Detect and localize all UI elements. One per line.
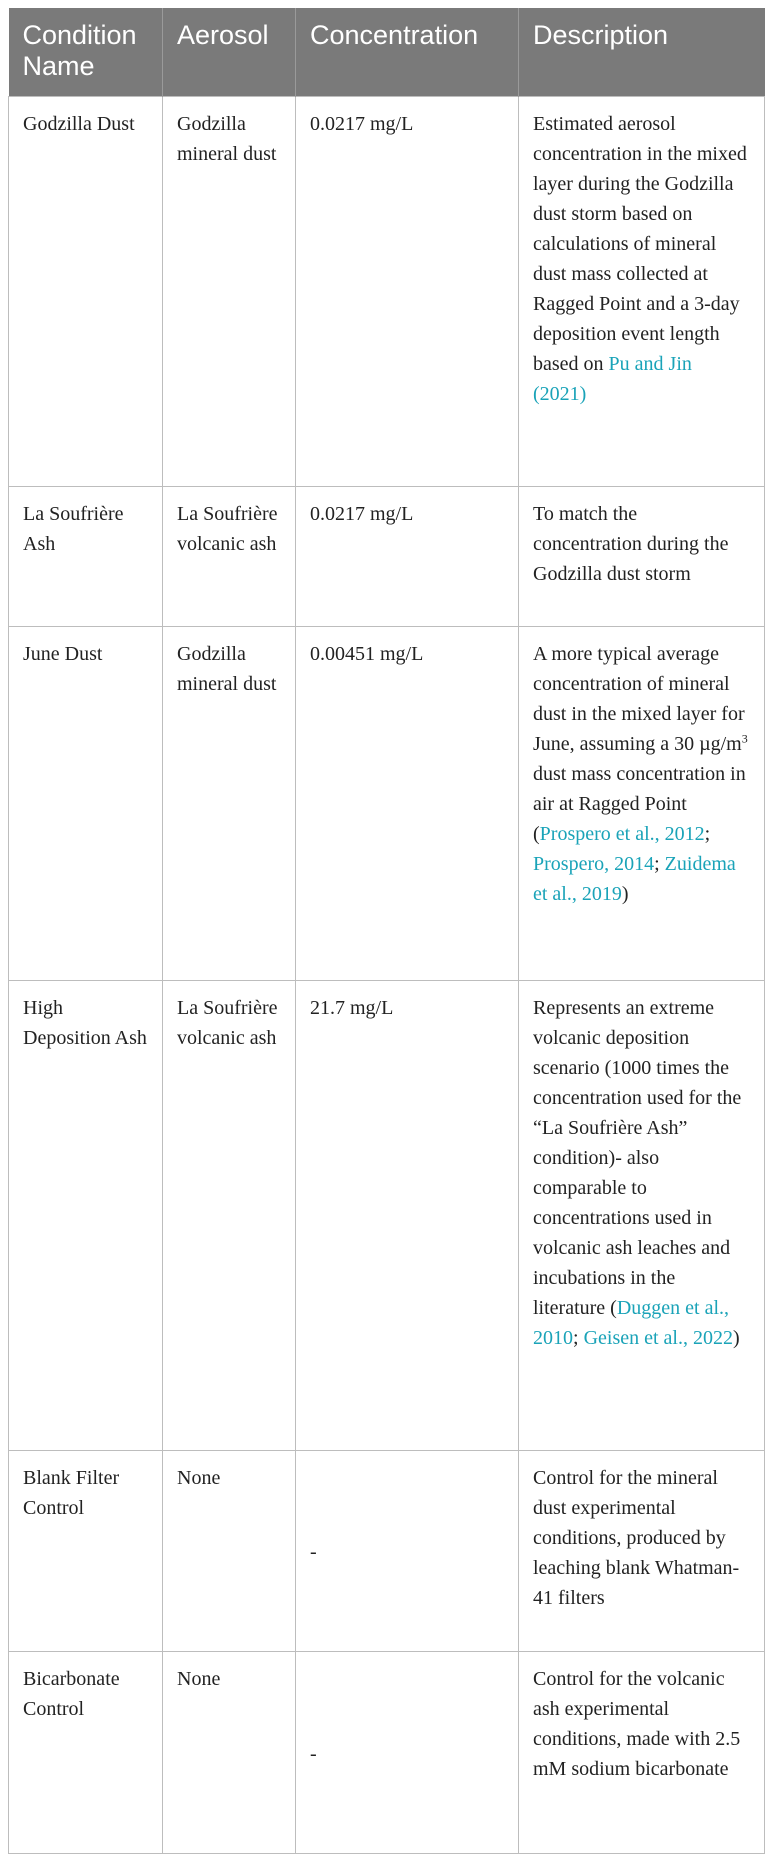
citation-link[interactable]: Duggen et al., 2010 [533,1297,730,1349]
description-cell [519,981,765,1451]
aerosol-cell: La Soufrière volcanic ash [163,487,296,627]
table-header-row [9,8,765,97]
description-text: To match the concentration during the Godzilla dust storm [533,503,729,585]
header-concentration: Concentration [296,8,519,97]
table-row [9,97,765,487]
description-text: dust mass concentration in air at Ragged Point ( [533,763,746,845]
condition-cell: High Deposition Ash [9,981,163,1451]
table-row [9,487,765,627]
aerosol-cell: None [163,1652,296,1854]
description-cell [519,487,765,627]
table-row [9,981,765,1451]
citation-link[interactable]: Prospero, 2014 [533,853,655,875]
aerosol-cell: Godzilla mineral dust [163,627,296,981]
concentration-cell: 0.0217 mg/L [296,97,519,487]
citation-link[interactable]: Prospero et al., 2012 [539,823,705,845]
table-row [9,627,765,981]
description-cell [519,1652,765,1854]
citation-link[interactable]: Geisen et al., 2022 [583,1327,733,1349]
description-text: Estimated aerosol concentration in the mixed layer during the Godzilla dust storm based on calculations of mineral dust mass collected at Ragged Point and a 3-day deposition event length based on [533,113,747,375]
description-text: A more typical average concentration of mineral dust in the mixed layer for June, assuming a 30 µg/m [533,643,745,755]
header-aerosol: Aerosol [163,8,296,97]
header-condition-name: Condition Name [9,8,163,97]
description-text: Control for the volcanic ash experimental conditions, made with 2.5 mM sodium bicarbonate [533,1668,741,1780]
condition-cell: Bicarbonate Control [9,1652,163,1854]
aerosol-cell: None [163,1451,296,1652]
concentration-cell: 0.00451 mg/L [296,627,519,981]
table-row [9,1652,765,1854]
description-cell [519,97,765,487]
condition-cell: Godzilla Dust [9,97,163,487]
header-description: Description [519,8,765,97]
aerosol-cell: La Soufrière volcanic ash [163,981,296,1451]
concentration-cell: - [296,1451,519,1652]
concentration-cell: - [296,1652,519,1854]
citation-separator: ; [704,823,711,845]
description-cell [519,627,765,981]
condition-cell: La Soufrière Ash [9,487,163,627]
description-text: Represents an extreme volcanic deposition scenario (1000 times the concentration used for the “La Soufrière Ash” condition)- also comparable to concentrations used in volcanic ash leaches and incubations in the literature ( [533,997,742,1319]
citation-link[interactable]: Pu and Jin (2021) [533,353,692,405]
closing-paren: ) [621,883,629,905]
closing-paren: ) [732,1327,740,1349]
citation-separator: ; [573,1327,584,1349]
citation-separator: ; [654,853,665,875]
condition-cell: Blank Filter Control [9,1451,163,1652]
concentration-cell: 0.0217 mg/L [296,487,519,627]
description-text: Control for the mineral dust experimental conditions, produced by leaching blank Whatman-41 filters [533,1467,740,1609]
aerosol-cell: Godzilla mineral dust [163,97,296,487]
table-row [9,1451,765,1652]
concentration-cell: 21.7 mg/L [296,981,519,1451]
conditions-table [8,8,765,1854]
superscript: 3 [741,731,748,746]
condition-cell: June Dust [9,627,163,981]
description-cell [519,1451,765,1652]
citation-link[interactable]: Zuidema et al., 2019 [533,853,736,905]
